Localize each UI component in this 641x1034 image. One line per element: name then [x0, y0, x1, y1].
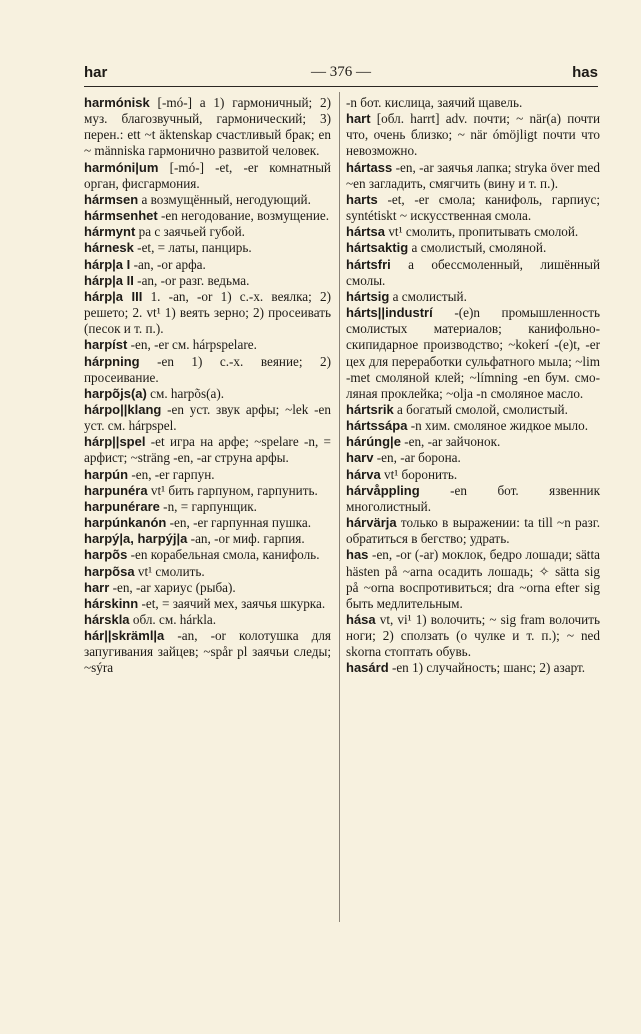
entry-definition: a обессмоленный, лишённый смолы. — [346, 256, 600, 288]
dictionary-entry — [84, 467, 331, 483]
dictionary-entry — [84, 499, 331, 515]
entry-headword: hártsa — [346, 224, 386, 240]
entry-definition: -n бот. кислица, заячий щавель. — [346, 95, 523, 110]
dictionary-entry — [346, 467, 600, 483]
entry-definition: -an, -or миф. гарпия. — [187, 531, 305, 547]
dictionary-entry — [346, 450, 600, 466]
entry-definition: a возмущённый, негодующий. — [138, 191, 311, 207]
dictionary-entry — [346, 257, 600, 289]
dictionary-entry — [84, 257, 331, 273]
dictionary-entry — [84, 612, 331, 628]
entry-headword: hártsig — [346, 288, 390, 304]
header-right-guideword: has — [572, 64, 598, 81]
entry-definition: -en, -er гарпун. — [128, 466, 215, 482]
dictionary-entry — [84, 531, 331, 547]
entry-headword: harmóni|um — [84, 159, 159, 175]
dictionary-entry — [346, 402, 600, 418]
entry-headword: harv — [346, 450, 374, 466]
entry-definition: -en, -ar зайчонок. — [400, 434, 501, 450]
dictionary-entry — [346, 192, 600, 224]
entry-definition: -et, = латы, панцирь. — [133, 240, 252, 256]
entry-definition: -n хим. смоляное жидкое мыло. — [407, 418, 589, 434]
entry-headword: harpõjs(a) — [84, 385, 147, 401]
entry-definition: только в выражении: ta till ~n разг. обратиться в бегство; удрать. — [346, 515, 600, 547]
entry-definition: -en уст. звук арфы; ~lek -en уст. см. hárpspel. — [84, 401, 331, 434]
entry-definition: -et, = заячий мех, заячья шкурка. — [138, 595, 326, 611]
dictionary-entry — [84, 192, 331, 208]
entry-headword: harpõs — [84, 547, 128, 563]
entry-definition: -en 1) случайность; шанс; 2) азарт. — [388, 660, 586, 676]
entry-definition: -et игра на арфе; ~spelare -n, = арфист; ~sträng -en, -ar струна арфы. — [84, 434, 331, 466]
entry-definition: vt¹ смолить. — [134, 563, 205, 579]
page-number: — 376 — — [311, 64, 371, 80]
entry-definition: -en, -ar заячья лапка; stryka över med ~en загладить, смягчить (вину и т. п.). — [346, 159, 600, 191]
dictionary-entry — [84, 240, 331, 256]
entry-headword: harts — [346, 191, 378, 207]
entry-headword: harr — [84, 579, 110, 595]
entry-definition: -en, -or (-ar) моклок, бедро лошади; sätta hästen på ~arna осадить лошадь; ✧ sätta sig på ~orna воспротивиться; dra ~orna efter sig быть медлительным. — [346, 547, 600, 611]
dictionary-entry — [346, 434, 600, 450]
entry-headword: hárts||industrí — [346, 305, 433, 321]
dictionary-entry — [84, 386, 331, 402]
entry-definition: -et, -er смола; канифоль, гарпиус; syntétiskt ~ искусственная смола. — [346, 191, 600, 224]
dictionary-entry — [84, 224, 331, 240]
left-column — [84, 95, 331, 677]
entry-definition: -an, -or колотушка для запугивания зайцев; ~spår pl заячьи следы; ~sýra — [84, 628, 331, 676]
entry-definition: -en корабельная смола, канифоль. — [127, 547, 320, 563]
dictionary-entry — [84, 483, 331, 499]
entry-definition: см. harpõs(a). — [146, 385, 225, 401]
entry-headword: harpõsa — [84, 563, 135, 579]
entry-definition: 1. -an, -or 1) с.-х. веялка; 2) решето; 2. vt¹ 1) веять зерно; 2) просеивать (песок и т. п.). — [84, 288, 331, 337]
dictionary-entry — [84, 208, 331, 224]
dictionary-entry — [346, 289, 600, 305]
dictionary-entry — [84, 580, 331, 596]
entry-headword: harpíst — [84, 337, 128, 353]
dictionary-entry — [84, 547, 331, 563]
entry-definition: -en, -er см. hárpspelare. — [127, 337, 257, 353]
entry-headword: harpý|a, harpýj|a — [84, 531, 188, 547]
entry-headword: hárp|a III — [84, 288, 143, 304]
entry-headword: hárúng|e — [346, 434, 401, 450]
entry-definition: pa с заячьей губой. — [135, 224, 245, 240]
dictionary-entry — [346, 95, 600, 111]
dictionary-entry — [346, 418, 600, 434]
entry-definition: a смолистый. — [389, 288, 467, 304]
dictionary-entry — [346, 305, 600, 402]
dictionary-entry — [84, 337, 331, 353]
dictionary-entry — [346, 224, 600, 240]
entry-definition: a смолистый, смоляной. — [408, 240, 547, 256]
entry-headword: hárvärja — [346, 515, 397, 531]
header-left-guideword: har — [84, 64, 108, 81]
entry-headword: hárp||spel — [84, 434, 146, 450]
entry-headword: harmónisk — [84, 95, 150, 110]
entry-headword: hártsfri — [346, 256, 391, 272]
dictionary-entry — [84, 402, 331, 434]
entry-headword: hárva — [346, 466, 381, 482]
entry-definition: [-mó-] a 1) гармоничный; 2) муз. благозвучный, гармонический; 3) перен.: ett ~t äktenskap счастливый брак; en ~ människa гармонично развитой человек. — [84, 95, 331, 159]
entry-definition: -en бот. язвенник многолистный. — [346, 482, 600, 514]
entry-headword: hart — [346, 111, 371, 127]
entry-headword: hárpning — [84, 353, 140, 369]
entry-definition: [-mó-] -et, -er комнатный орган, фисгармония. — [84, 159, 331, 191]
dictionary-entry — [346, 660, 600, 676]
entry-definition: -an, -or арфа. — [130, 256, 206, 272]
entry-definition: -en, -ar борона. — [373, 450, 461, 466]
entry-headword: hárpo||klang — [84, 401, 162, 417]
entry-definition: vt, vi¹ 1) волочить; ~ sig fram волочить ноги; 2) сползать (о чулке и т. п.); ~ ned skorna стоптать обувь. — [346, 612, 600, 660]
entry-headword: harpún — [84, 466, 129, 482]
entry-headword: harpúnkanón — [84, 515, 167, 531]
entry-definition: -en 1) с.-х. веяние; 2) просеивание. — [84, 353, 331, 385]
entry-headword: hása — [346, 612, 376, 627]
entry-headword: hárp|a II — [84, 272, 134, 288]
entry-headword: hárskinn — [84, 595, 139, 611]
page-header — [84, 64, 598, 86]
entry-headword: hármsenhet — [84, 208, 158, 224]
entry-definition: [обл. harrt] adv. почти; ~ när(a) почти что, очень близко; ~ när ómöjligt почти что невозможно. — [346, 111, 600, 159]
entry-headword: harpunérare — [84, 498, 160, 514]
header-rule — [84, 86, 598, 87]
entry-definition: -en, -ar хариус (рыба). — [109, 579, 236, 595]
entry-headword: hasárd — [346, 660, 389, 676]
right-column — [346, 95, 600, 677]
entry-definition: -en, -er гарпунная пушка. — [166, 515, 312, 531]
entry-definition: -(e)n промышленность смолистых материалов; канифольно-скипидарное производство; ~kokerí -(e)t, -er цех для переработки сульфатного мыла; ~lim -met смоляной клей; ~límning -en бум. смоляная проклейка; ~olja -n смоляное масло. — [346, 305, 600, 401]
dictionary-entry — [84, 354, 331, 386]
entry-headword: hártssápa — [346, 418, 408, 434]
entry-headword: hártsrik — [346, 401, 394, 417]
dictionary-entry — [346, 515, 600, 547]
dictionary-entry — [346, 111, 600, 159]
dictionary-entry — [346, 547, 600, 612]
entry-definition: -en негодование, возмущение. — [157, 208, 330, 224]
entry-definition: vt¹ смолить, пропитывать смолой. — [385, 224, 579, 240]
dictionary-entry — [84, 273, 331, 289]
entry-headword: hár||skräml|a — [84, 628, 165, 644]
entry-definition: vt¹ бить гарпуном, гарпунить. — [147, 482, 318, 498]
entry-headword: has — [346, 547, 369, 563]
dictionary-entry — [84, 434, 331, 466]
dictionary-entry — [84, 628, 331, 676]
entry-headword: hárskla — [84, 612, 130, 627]
entry-headword: hármynt — [84, 224, 136, 240]
entry-definition: vt¹ боронить. — [380, 466, 458, 482]
column-divider — [339, 92, 340, 922]
dictionary-entry — [346, 612, 600, 660]
dictionary-entry — [346, 160, 600, 192]
dictionary-entry — [346, 483, 600, 515]
entry-headword: hárvåppling — [346, 482, 420, 498]
entry-definition: -n, = гарпунщик. — [159, 498, 257, 514]
dictionary-entry — [346, 240, 600, 256]
entry-headword: harpunéra — [84, 482, 148, 498]
entry-definition: a богатый смолой, смолистый. — [393, 401, 568, 417]
entry-definition: -an, -or разг. ведьма. — [133, 272, 250, 288]
dictionary-entry — [84, 564, 331, 580]
entry-headword: hártass — [346, 159, 393, 175]
dictionary-entry — [84, 289, 331, 337]
dictionary-entry — [84, 515, 331, 531]
dictionary-entry — [84, 596, 331, 612]
entry-definition: обл. см. hárkla. — [129, 612, 217, 627]
dictionary-entry — [84, 95, 331, 160]
entry-headword: hárnesk — [84, 240, 134, 256]
entry-headword: hártsaktig — [346, 240, 409, 256]
entry-headword: hárp|a I — [84, 256, 131, 272]
dictionary-entry — [84, 160, 331, 192]
entry-headword: hármsen — [84, 191, 139, 207]
